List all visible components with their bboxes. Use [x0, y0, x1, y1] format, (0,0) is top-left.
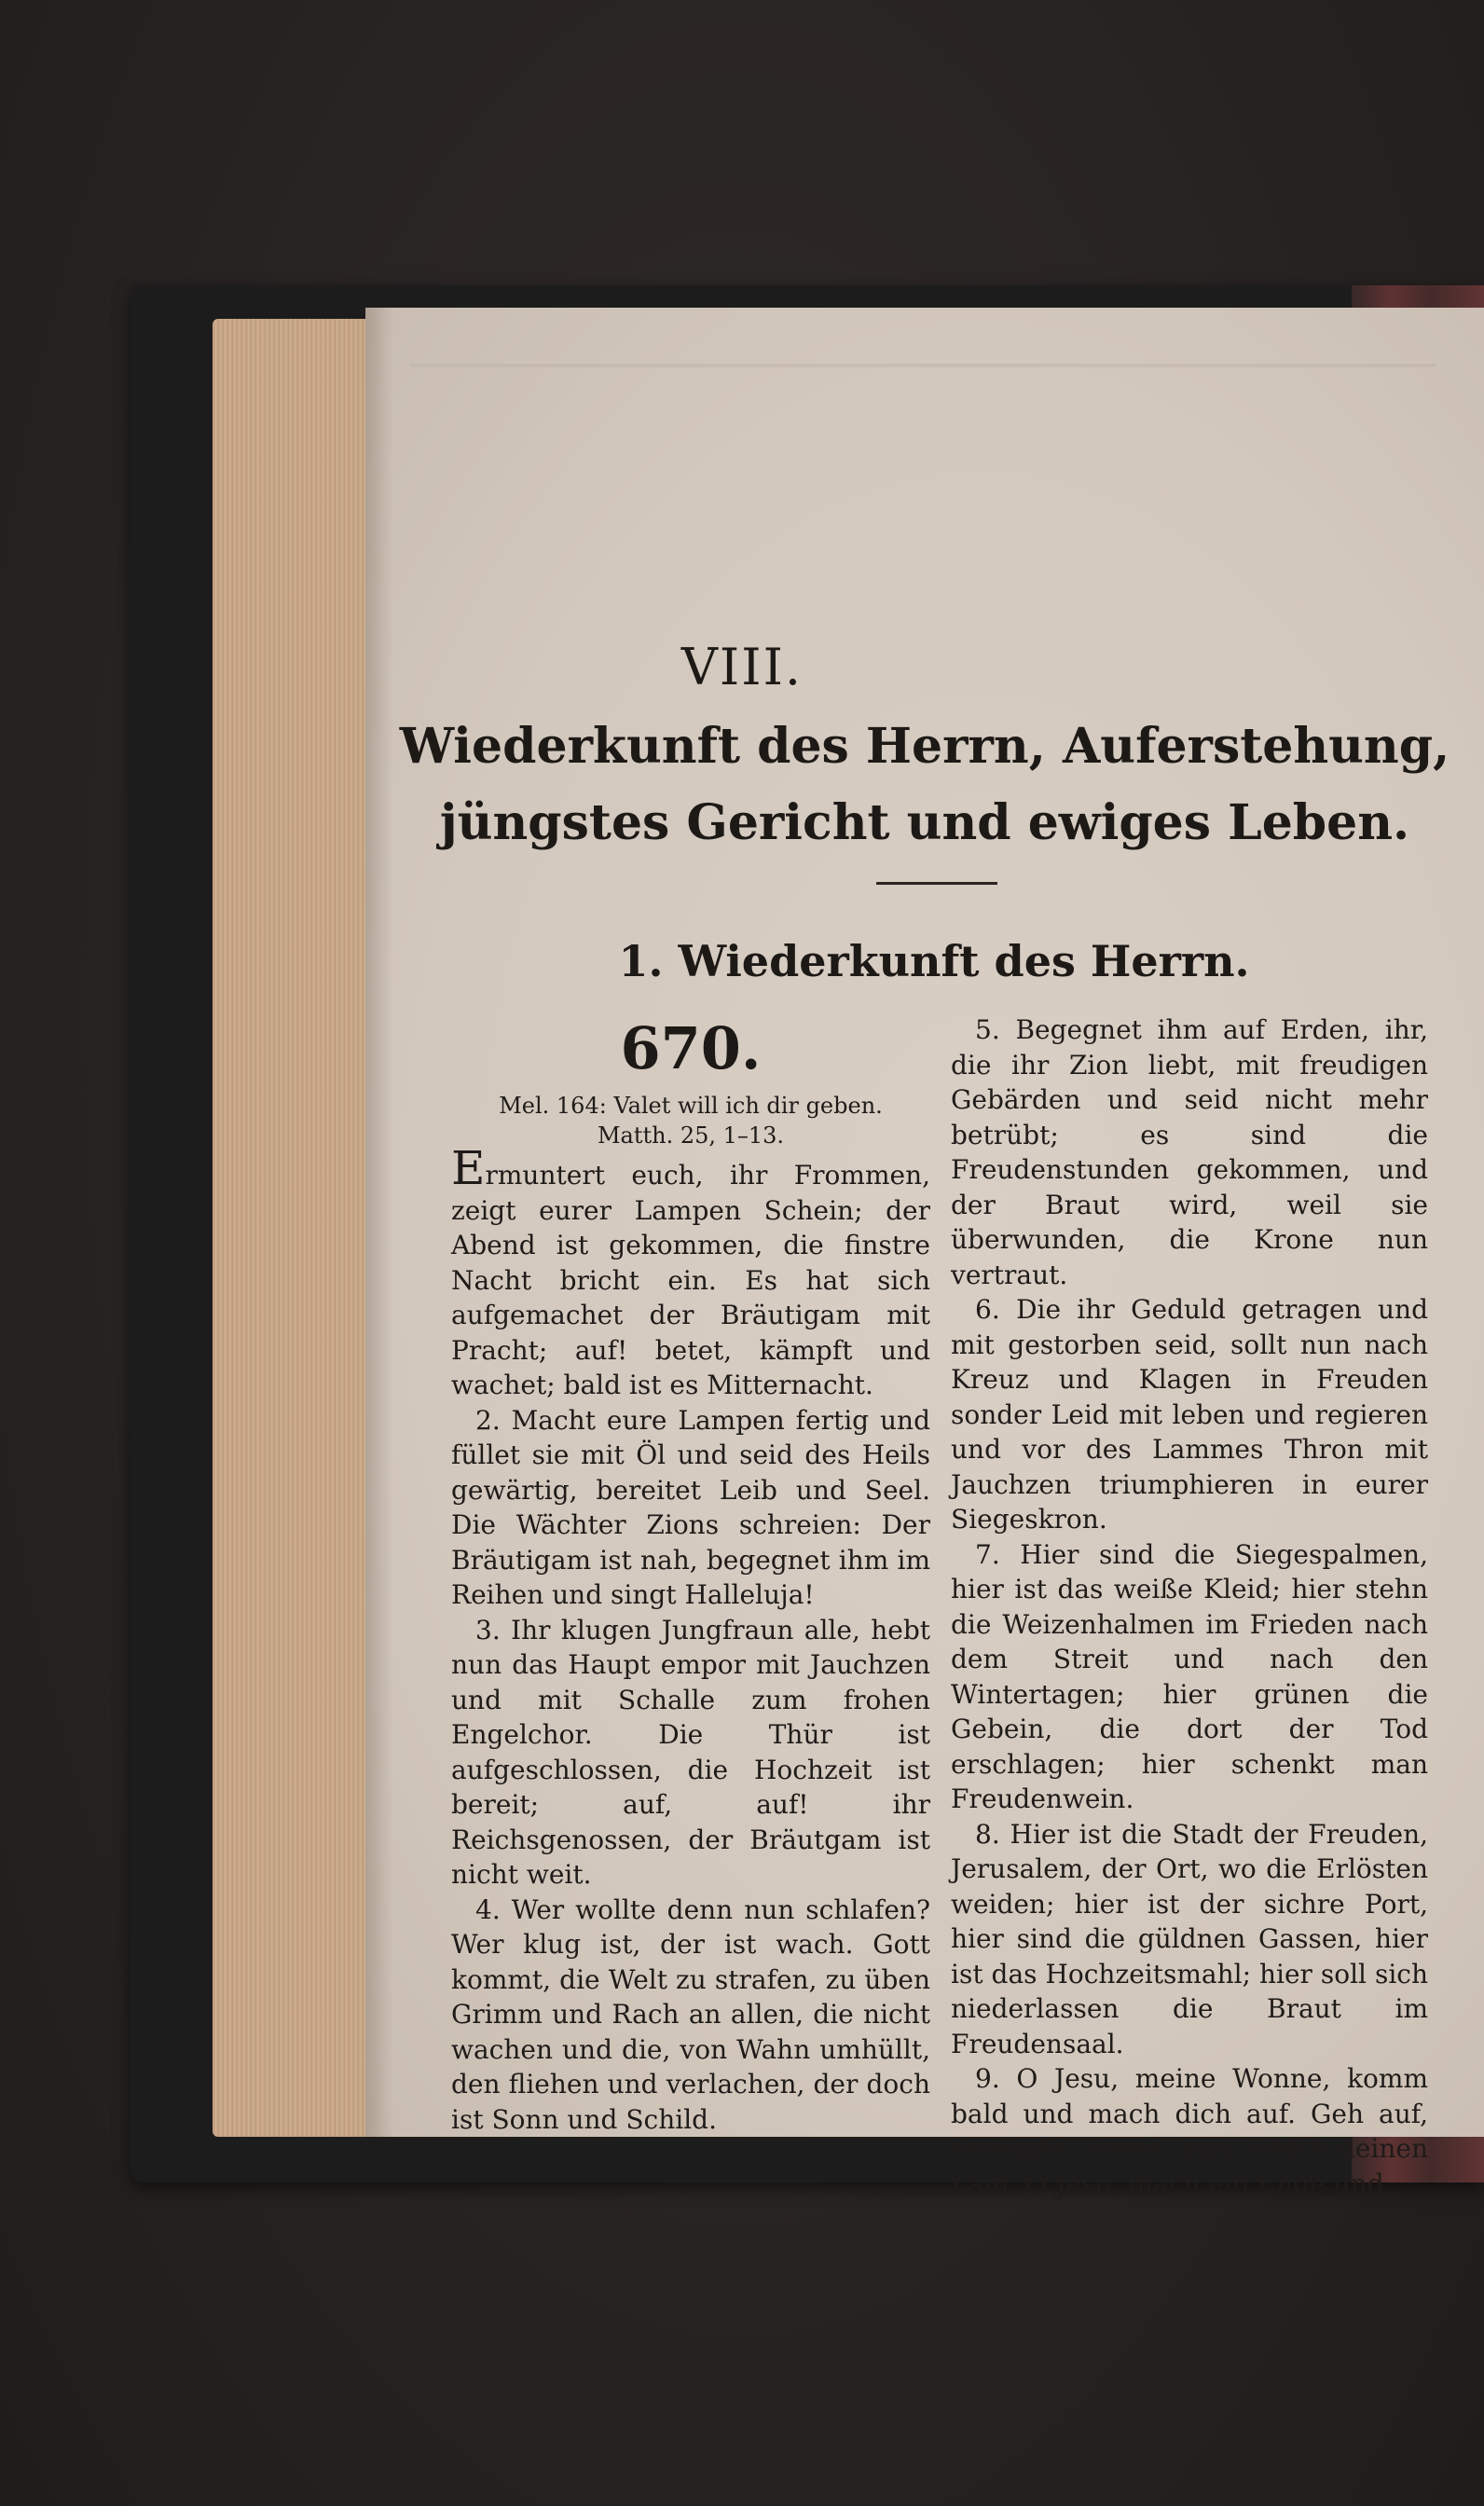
- hymn-scripture-reference: Matth. 25, 1–13.: [597, 1122, 785, 1149]
- part-title-line-2: jüngstes Gericht und ewiges Leben.: [439, 794, 1410, 851]
- part-title-line-1: Wiederkunft des Herrn, Auferstehung,: [399, 718, 1450, 775]
- stanza-2: 2. Macht eure Lampen fertig und füllet sie mit Öl und seid des Heils gewärtig, bereitet Leib und Seel. Die Wächter Zions schreien: Der Bräutigam ist nah, begegnet ihm im Reihen und singt Halleluja!: [451, 1404, 930, 1610]
- stanza-6: 6. Die ihr Geduld getragen und mit gestorben seid, sollt nun nach Kreuz und Klagen in Freuden sonder Leid mit leben und regieren und vor des Lammes Thron mit Jauchzen triumphieren in eurer Siegeskron.: [951, 1294, 1428, 1535]
- stanza-5: 5. Begegnet ihm auf Erden, ihr, die ihr Zion liebt, mit freudigen Gebärden und seid nicht mehr betrübt; es sind die Freudenstunden gekommen, und der Braut wird, weil sie überwunden, die Krone nun vertraut.: [951, 1014, 1428, 1290]
- page-edges: [213, 319, 373, 2137]
- hymn-melody: Mel. 164: Valet will ich dir geben.: [499, 1093, 883, 1119]
- hymn-melody-reference: [451, 1091, 930, 1150]
- hymn-number: 670.: [620, 1014, 762, 1082]
- stanza-7: 7. Hier sind die Siegespalmen, hier ist das weiße Kleid; hier stehn die Weizenhalmen im Frieden nach dem Streit und nach den Wintertagen; hier grünen die Gebein, die dort der Tod erschlagen; hier schenkt man Freudenwein.: [951, 1538, 1428, 1814]
- part-number: VIII.: [680, 638, 804, 696]
- divider-rule: [876, 882, 997, 885]
- stanza-1: Ermuntert euch, ihr Frommen, zeigt eurer Lampen Schein; der Abend ist gekommen, die finstre Nacht bricht ein. Es hat sich aufgemachet der Bräutigam mit Pracht; auf! betet, kämpft und wachet; bald ist es Mitternacht.: [451, 1141, 930, 1400]
- stanza-3: 3. Ihr klugen Jungfraun alle, hebt nun das Haupt empor mit Jauchzen und mit Schalle zum frohen Engelchor. Die Thür ist aufgeschlossen, die Hochzeit ist bereit; auf, auf! ihr Reichsgenossen, der Bräutgam ist nicht weit.: [451, 1614, 930, 1890]
- stanza-4: 4. Wer wollte denn nun schlafen? Wer klug ist, der ist wach. Gott kommt, die Welt zu strafen, zu üben Grimm und Rach an allen, die nicht wachen und die, von Wahn umhüllt, den fliehen und verlachen, der doch ist Sonn und Schild.: [451, 1893, 930, 2135]
- page-gutter-shadow: [365, 308, 393, 2137]
- section-title: 1. Wiederkunft des Herrn.: [618, 936, 1250, 986]
- stanza-8: 8. Hier ist die Stadt der Freuden, Jerusalem, der Ort, wo die Erlösten weiden; hier ist der sichre Port, hier sind die güldnen Gassen, hier ist das Hochzeitsmahl; hier soll sich niederlassen die Braut im Freudensaal.: [951, 1818, 1428, 2059]
- left-column: [451, 1141, 930, 2137]
- right-column: [951, 1012, 1428, 2201]
- stanza-9: 9. O Jesu, meine Wonne, komm bald und mach dich auf. Geh auf, ersehnte Sonne, und fördre deinen Lauf. O Jesu, mach ein Ende und: [951, 2063, 1428, 2199]
- show-through-texture: [410, 364, 1436, 367]
